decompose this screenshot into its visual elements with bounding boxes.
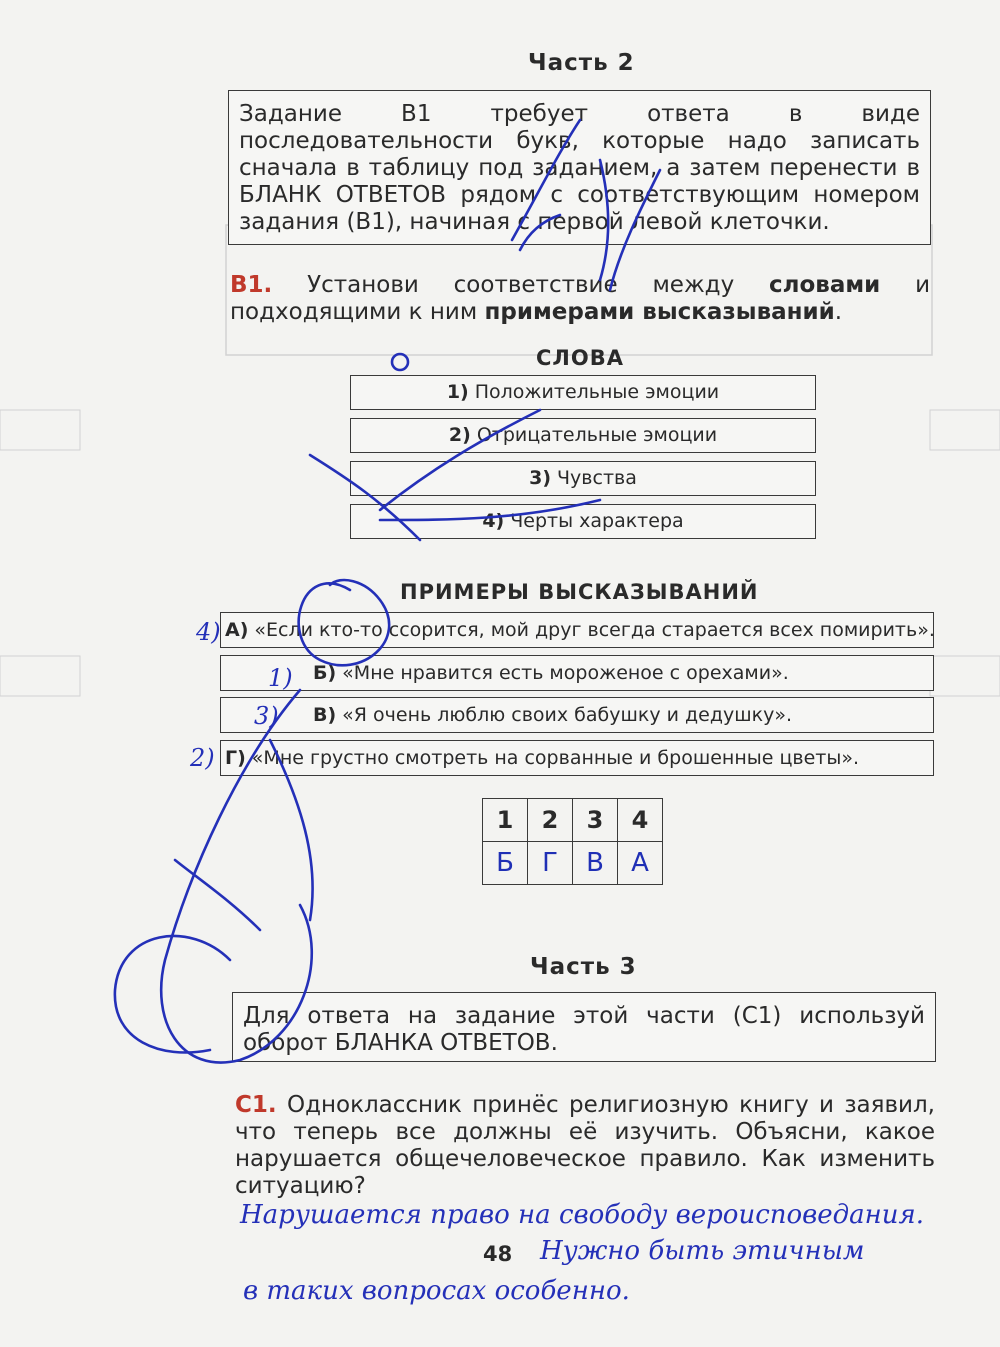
b1-text-a: Установи соответствие между <box>307 272 769 298</box>
handwritten-mark-g: 2) <box>190 744 215 772</box>
example-row-g <box>220 740 934 776</box>
b1-bold-words: словами <box>768 272 881 298</box>
example-letter: Б) <box>313 662 337 684</box>
b1-task <box>230 272 930 326</box>
example-letter: В) <box>313 704 337 726</box>
example-row-v <box>220 697 934 733</box>
example-row-b <box>220 655 934 691</box>
example-text: «Если кто-то ссорится, мой друг всегда старается всех помирить». <box>254 619 935 641</box>
word-label: Чувства <box>557 467 637 489</box>
words-heading: СЛОВА <box>536 346 624 370</box>
c1-number: С1. <box>235 1092 277 1118</box>
part2-title: Часть 2 <box>528 50 635 76</box>
answer-header-cell: 3 <box>573 799 618 842</box>
word-row-3 <box>350 461 816 496</box>
b1-text-b: и подходящими к ним <box>230 272 931 325</box>
c1-text: Одноклассник принёс религиозную книгу и заявил, что теперь все должны её изучить. Объясни, какое нарушается общечеловеческое правило. Как изменить ситуацию? <box>235 1092 935 1199</box>
b1-text-c: . <box>834 299 843 325</box>
handwritten-answer-line-3: в таких вопросах особенно. <box>243 1276 630 1306</box>
handwritten-answer-line-2: Нужно быть этичным <box>540 1236 865 1266</box>
answer-table-answer-row <box>483 842 663 885</box>
word-number: 4) <box>482 510 505 532</box>
word-row-4 <box>350 504 816 539</box>
answer-header-cell: 2 <box>528 799 573 842</box>
part2-instruction-box <box>228 90 931 245</box>
answer-table-header-row <box>483 799 663 842</box>
answer-cell[interactable]: А <box>618 842 663 885</box>
b1-number: В1. <box>230 272 273 298</box>
word-label: Отрицательные эмоции <box>476 424 718 446</box>
part2-instruction-text: Задание В1 требует ответа в виде последовательности букв, которые надо записать сначала в таблицу под заданием, а затем перенести в БЛАНК ОТВЕТОВ рядом с соответствующим номером задания (В1), начиная с первой левой клеточки. <box>239 101 920 235</box>
word-number: 3) <box>529 467 552 489</box>
answer-cell[interactable]: Г <box>528 842 573 885</box>
handwritten-mark-a: 4) <box>196 618 221 646</box>
example-text: «Мне грустно смотреть на сорванные и брошенные цветы». <box>251 747 860 769</box>
part3-instruction-text: Для ответа на задание этой части (С1) используй оборот БЛАНКА ОТВЕТОВ. <box>243 1003 925 1056</box>
handwritten-mark-v: 3) <box>254 702 279 730</box>
example-letter: Г) <box>225 747 246 769</box>
example-row-a <box>220 612 934 648</box>
handwritten-mark-b: 1) <box>268 664 293 692</box>
answer-cell[interactable]: Б <box>483 842 528 885</box>
example-text: «Мне нравится есть мороженое с орехами». <box>342 662 789 684</box>
page-number: 48 <box>483 1242 513 1266</box>
part3-instruction-box <box>232 992 936 1062</box>
word-label: Положительные эмоции <box>474 381 720 403</box>
b1-bold-examples: примерами высказываний <box>484 299 835 325</box>
answer-header-cell: 1 <box>483 799 528 842</box>
word-number: 1) <box>446 381 469 403</box>
handwritten-answer-line-1: Нарушается право на свободу вероисповедания. <box>240 1200 925 1230</box>
part3-title: Часть 3 <box>530 954 637 980</box>
answer-table <box>482 798 663 885</box>
answer-header-cell: 4 <box>618 799 663 842</box>
word-row-1 <box>350 375 816 410</box>
word-row-2 <box>350 418 816 453</box>
examples-heading: ПРИМЕРЫ ВЫСКАЗЫВАНИЙ <box>400 580 759 604</box>
answer-cell[interactable]: В <box>573 842 618 885</box>
c1-task <box>235 1092 935 1200</box>
word-label: Черты характера <box>510 510 684 532</box>
example-text: «Я очень люблю своих бабушку и дедушку». <box>342 704 793 726</box>
example-letter: А) <box>225 619 249 641</box>
word-number: 2) <box>448 424 471 446</box>
